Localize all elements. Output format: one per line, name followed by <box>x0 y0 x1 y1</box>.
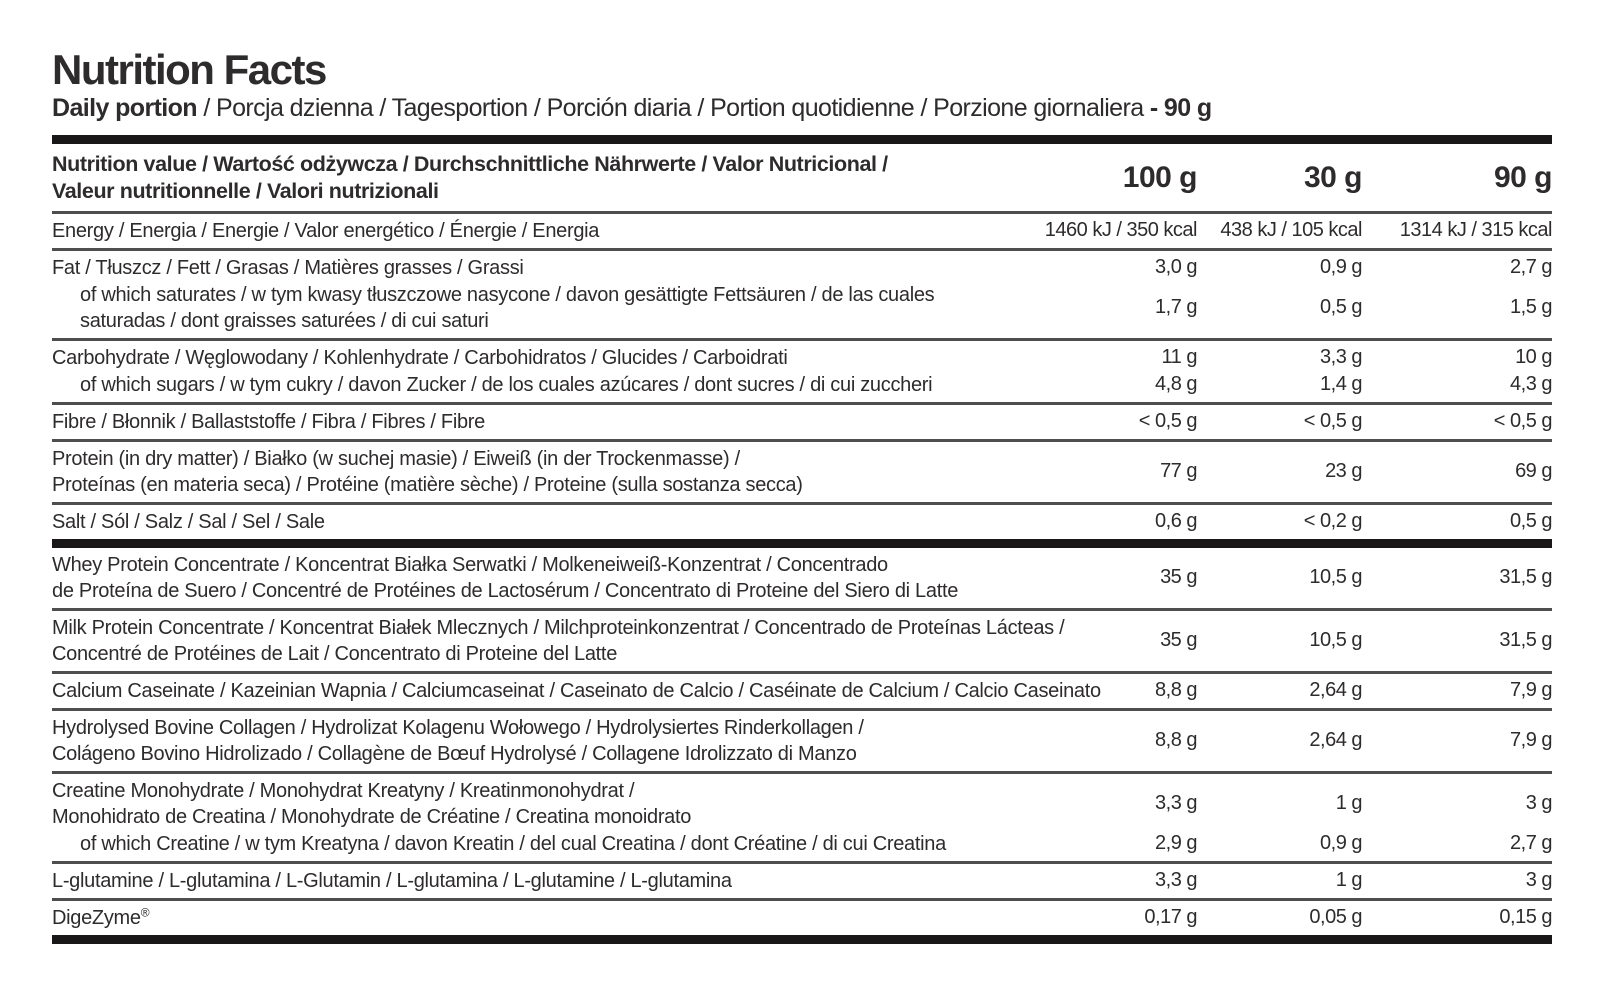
row-label: Salt / Sól / Salz / Sal / Sel / Sale <box>52 510 325 533</box>
value-100g: 2,9 g <box>1155 832 1197 855</box>
column-header-90g: 90 g <box>1493 160 1552 194</box>
subtitle-portion-size: - 90 g <box>1149 94 1212 123</box>
value-30g: < 0,2 g <box>1303 510 1362 533</box>
value-90g: 7,9 g <box>1510 679 1552 702</box>
row-label: of which saturates / w tym kwasy tłuszczowe nasycone / davon gesättigte Fettsäuren / de las cuales <box>80 283 935 306</box>
column-header-100g: 100 g <box>1122 160 1197 194</box>
value-30g: 0,05 g <box>1309 906 1362 929</box>
row-label: Protein (in dry matter) / Białko (w suchej masie) / Eiweiß (in der Trockenmasse) / <box>52 447 740 470</box>
table-row-l-glutamine <box>52 864 1552 901</box>
row-entry <box>52 868 1552 894</box>
table-row-calcium-caseinate <box>52 674 1552 711</box>
table-header <box>52 144 1552 214</box>
value-30g: 1 g <box>1335 869 1362 892</box>
row-label: Carbohydrate / Węglowodany / Kohlenhydrate / Carbohidratos / Glucides / Carboidrati <box>52 346 788 369</box>
row-label: Creatine Monohydrate / Monohydrat Kreatyny / Kreatinmonohydrat / <box>52 779 635 802</box>
value-90g: 31,5 g <box>1499 629 1552 652</box>
value-100g: 1,7 g <box>1155 296 1197 319</box>
value-100g: 0,6 g <box>1155 510 1197 533</box>
row-entry <box>52 218 1552 244</box>
value-100g: 1460 kJ / 350 kcal <box>1044 219 1197 242</box>
top-divider-bar <box>52 135 1552 144</box>
value-90g: 1,5 g <box>1510 296 1552 319</box>
nutrition-facts-panel <box>52 48 1552 944</box>
digezyme-label: DigeZyme <box>52 906 141 929</box>
value-90g: < 0,5 g <box>1493 410 1552 433</box>
value-30g: 23 g <box>1325 460 1362 483</box>
table-row-energy <box>52 214 1552 251</box>
row-entry <box>52 615 1552 667</box>
value-30g: 1,4 g <box>1320 373 1362 396</box>
value-90g: 1314 kJ / 315 kcal <box>1399 219 1552 242</box>
value-30g: 2,64 g <box>1309 729 1362 752</box>
row-label: de Proteína de Suero / Concentré de Protéines de Lactosérum / Concentrato di Proteine del Siero di Latte <box>52 579 959 602</box>
row-label: Fat / Tłuszcz / Fett / Grasas / Matières grasses / Grassi <box>52 256 524 279</box>
row-label: Milk Protein Concentrate / Koncentrat Białek Mlecznych / Milchproteinkonzentrat / Concentrado de Proteínas Lácteas / <box>52 616 1065 639</box>
row-entry <box>52 678 1552 704</box>
value-90g: 69 g <box>1515 460 1552 483</box>
row-label: Calcium Caseinate / Kazeinian Wapnia / Calciumcaseinat / Caseinato de Calcio / Caséinate de Calcium / Calcio Caseinato <box>52 679 1101 702</box>
row-label: Monohidrato de Creatina / Monohydrate de Créatine / Creatina monoidrato <box>52 805 692 828</box>
table-row-digezyme <box>52 901 1552 944</box>
subtitle-lead: Daily portion <box>52 94 197 123</box>
value-90g: 2,7 g <box>1510 256 1552 279</box>
row-subentry-saturates <box>52 282 1552 334</box>
row-subentry-creatine <box>52 831 1552 857</box>
value-100g: 0,17 g <box>1144 906 1197 929</box>
value-100g: 3,3 g <box>1155 869 1197 892</box>
value-90g: 7,9 g <box>1510 729 1552 752</box>
row-label: Concentré de Protéines de Lait / Concentrato di Proteine del Latte <box>52 642 618 665</box>
row-label: Colágeno Bovino Hidrolizado / Collagène de Bœuf Hydrolysé / Collagene Idrolizzato di Manzo <box>52 742 857 765</box>
row-label: Whey Protein Concentrate / Koncentrat Białka Serwatki / Molkeneiweiß-Konzentrat / Concentrado <box>52 553 888 576</box>
value-30g: 2,64 g <box>1309 679 1362 702</box>
table-row-salt <box>52 505 1552 548</box>
table-row-protein <box>52 442 1552 505</box>
value-90g: 0,15 g <box>1499 906 1552 929</box>
row-entry <box>52 905 1552 931</box>
value-30g: 0,9 g <box>1320 256 1362 279</box>
value-100g: 11 g <box>1161 346 1197 369</box>
row-label: of which Creatine / w tym Kreatyna / davon Kreatin / del cual Creatina / dont Créatine / di cui Creatina <box>80 832 946 855</box>
table-header-label <box>52 151 1022 205</box>
value-30g: 3,3 g <box>1320 346 1362 369</box>
value-90g: 0,5 g <box>1510 510 1552 533</box>
value-100g: 8,8 g <box>1155 729 1197 752</box>
row-label: of which sugars / w tym cukry / davon Zucker / de los cuales azúcares / dont sucres / di cui zuccheri <box>80 373 933 396</box>
row-entry <box>52 509 1552 535</box>
table-row-carbohydrate <box>52 341 1552 405</box>
row-entry <box>52 345 1552 371</box>
table-row-milk-protein-concentrate <box>52 611 1552 674</box>
column-header-30g: 30 g <box>1303 160 1362 194</box>
registered-trademark-symbol: ® <box>140 905 150 920</box>
value-30g: 10,5 g <box>1309 629 1362 652</box>
value-90g: 4,3 g <box>1510 373 1552 396</box>
value-90g: 3 g <box>1525 792 1552 815</box>
value-100g: 4,8 g <box>1155 373 1197 396</box>
value-100g: < 0,5 g <box>1138 410 1197 433</box>
value-90g: 3 g <box>1525 869 1552 892</box>
value-30g: < 0,5 g <box>1303 410 1362 433</box>
row-entry <box>52 446 1552 498</box>
row-label: Hydrolysed Bovine Collagen / Hydrolizat Kolagenu Wołowego / Hydrolysiertes Rinderkollagen / <box>52 716 864 739</box>
value-30g: 10,5 g <box>1309 566 1362 589</box>
value-100g: 3,0 g <box>1155 256 1197 279</box>
value-90g: 10 g <box>1515 346 1552 369</box>
value-100g: 3,3 g <box>1155 792 1197 815</box>
row-entry <box>52 715 1552 767</box>
table-row-creatine-monohydrate <box>52 774 1552 864</box>
table-row-hydrolysed-bovine-collagen <box>52 711 1552 774</box>
value-100g: 35 g <box>1160 566 1197 589</box>
value-30g: 0,5 g <box>1320 296 1362 319</box>
value-100g: 77 g <box>1160 460 1197 483</box>
subtitle-languages: / Porcja dzienna / Tagesportion / Porción diaria / Portion quotidienne / Porzione giornaliera <box>196 94 1150 123</box>
table-row-whey-protein-concentrate <box>52 548 1552 611</box>
value-90g: 31,5 g <box>1499 566 1552 589</box>
value-30g: 0,9 g <box>1320 832 1362 855</box>
table-row-fat <box>52 251 1552 341</box>
row-label: L-glutamine / L-glutamina / L-Glutamin / L-glutamina / L-glutamine / L-glutamina <box>52 869 732 892</box>
row-label: Fibre / Błonnik / Ballaststoffe / Fibra / Fibres / Fibre <box>52 410 485 433</box>
row-entry <box>52 552 1552 604</box>
page-title: Nutrition Facts <box>52 46 326 93</box>
row-label: Proteínas (en materia seca) / Protéine (matière sèche) / Proteine (sulla sostanza secca) <box>52 473 803 496</box>
value-100g: 8,8 g <box>1155 679 1197 702</box>
row-label <box>52 905 1022 931</box>
table-header-label-line-1: Nutrition value / Wartość odżywcza / Durchschnittliche Nährwerte / Valor Nutricional / <box>52 151 888 176</box>
row-subentry-sugars <box>52 372 1552 398</box>
row-entry <box>52 778 1552 830</box>
row-label: Energy / Energia / Energie / Valor energético / Énergie / Energia <box>52 219 600 242</box>
value-30g: 438 kJ / 105 kcal <box>1220 219 1362 242</box>
value-90g: 2,7 g <box>1510 832 1552 855</box>
subtitle <box>52 94 1552 123</box>
table-row-fibre <box>52 405 1552 442</box>
row-entry <box>52 255 1552 281</box>
value-100g: 35 g <box>1160 629 1197 652</box>
row-entry <box>52 409 1552 435</box>
table-header-label-line-2: Valeur nutritionnelle / Valori nutrizionali <box>52 178 439 203</box>
value-30g: 1 g <box>1335 792 1362 815</box>
row-label: saturadas / dont graisses saturées / di cui saturi <box>80 309 489 332</box>
